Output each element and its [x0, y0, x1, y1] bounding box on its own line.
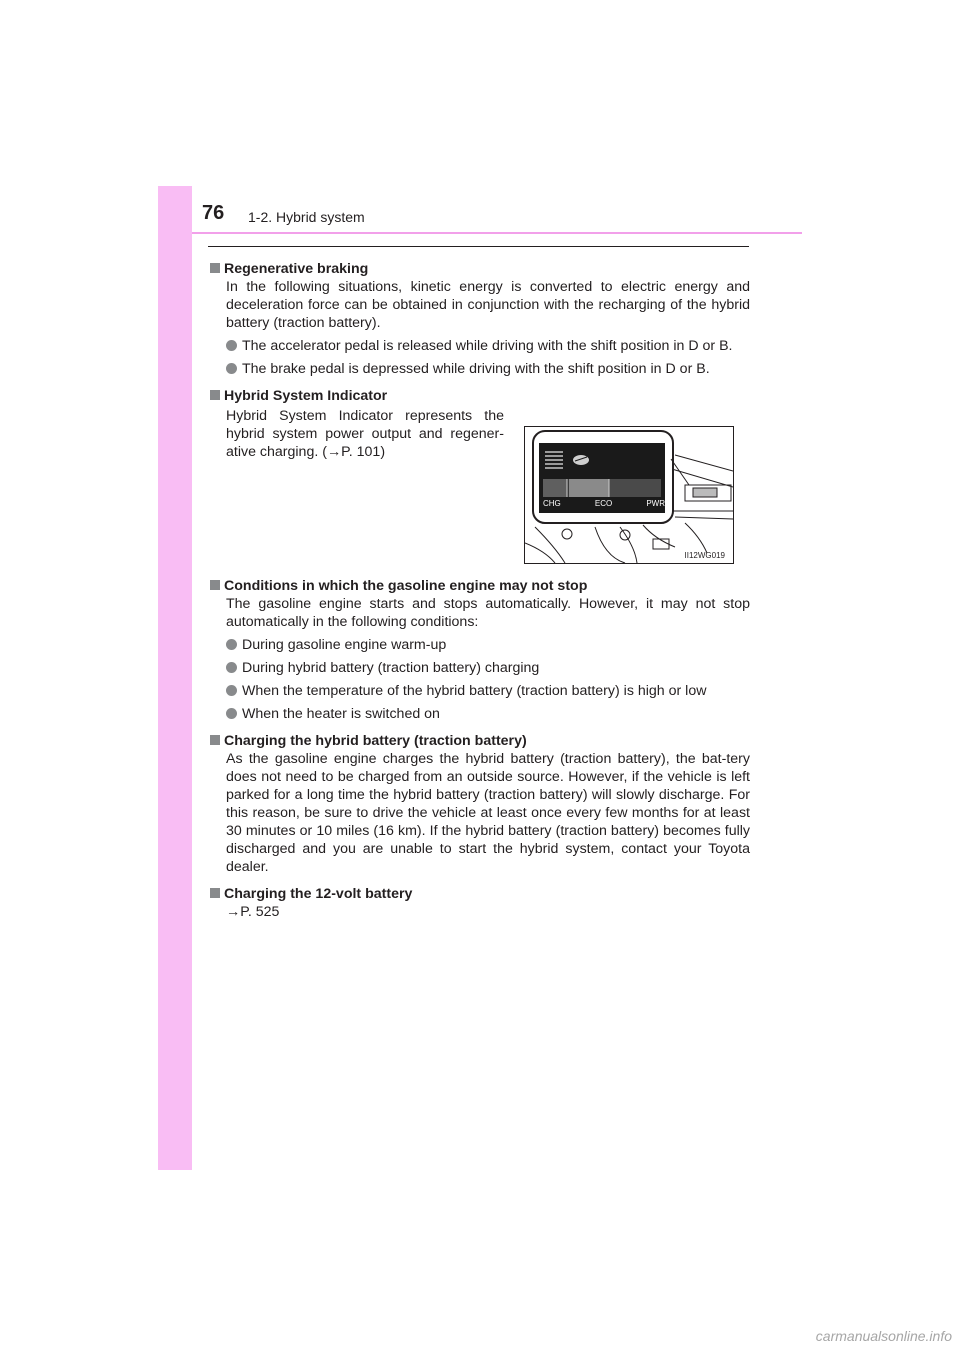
circle-bullet-icon	[226, 708, 237, 719]
list-item: When the heater is switched on	[226, 705, 750, 723]
charging-hybrid-heading: Charging the hybrid battery (traction battery)	[210, 732, 750, 750]
section-side-tab	[158, 186, 192, 1170]
engine-stop-heading: Conditions in which the gasoline engine may not stop	[210, 577, 750, 595]
charging-12v-heading: Charging the 12-volt battery	[210, 885, 750, 903]
circle-bullet-icon	[226, 662, 237, 673]
charging-12v-reference: →P. 525	[226, 904, 280, 920]
square-bullet-icon	[210, 390, 220, 400]
list-item: During hybrid battery (traction battery) charging	[226, 659, 750, 677]
list-item: When the temperature of the hybrid battery (traction battery) is high or low	[226, 682, 750, 700]
section-title: 1-2. Hybrid system	[248, 209, 365, 225]
regen-text: In the following situations, kinetic energy is converted to electric energy and deceleration force can be obtained in conjunction with the recharging of the hybrid battery (traction battery).	[226, 279, 750, 331]
circle-bullet-icon	[226, 340, 237, 351]
page-number: 76	[202, 202, 225, 224]
content-rule	[208, 246, 749, 247]
square-bullet-icon	[210, 263, 220, 273]
indicator-text: Hybrid System Indicator represents the hybrid system power output and regener-ative charging. (→P. 101)	[226, 408, 504, 460]
list-item: During gasoline engine warm-up	[226, 636, 750, 654]
square-bullet-icon	[210, 735, 220, 745]
engine-stop-text: The gasoline engine starts and stops automatically. However, it may not stop automatically in the following conditions:	[226, 596, 750, 630]
square-bullet-icon	[210, 580, 220, 590]
dashboard-illustration	[525, 427, 733, 563]
circle-bullet-icon	[226, 685, 237, 696]
circle-bullet-icon	[226, 639, 237, 650]
page-content	[210, 256, 750, 921]
pwr-label: PWR	[646, 499, 665, 508]
charging-hybrid-text: As the gasoline engine charges the hybrid battery (traction battery), the bat-tery does not need to be charged from an outside source. However, if the vehicle is left parked for a long time the hybrid battery (traction battery) will slowly discharge. For this reason, be sure to drive the vehicle at least once every few months for at least 30 minutes or 10 miles (16 km). If the hybrid battery (traction battery) becomes fully discharged and you are unable to start the hybrid system, contact your Toyota dealer.	[226, 751, 750, 875]
header-rule	[192, 232, 802, 234]
indicator-heading: Hybrid System Indicator	[210, 387, 750, 405]
figure-caption: II12WG019	[684, 551, 725, 560]
chg-label: CHG	[543, 499, 561, 508]
regen-heading: Regenerative braking	[210, 260, 750, 278]
list-item: The accelerator pedal is released while driving with the shift position in D or B.	[226, 337, 750, 355]
list-item: The brake pedal is depressed while driving with the shift position in D or B.	[226, 360, 750, 378]
indicator-scale-labels	[543, 499, 665, 508]
square-bullet-icon	[210, 888, 220, 898]
watermark-logo: carmanualsonline.info	[815, 1328, 952, 1344]
hybrid-indicator-figure	[524, 426, 734, 564]
eco-label: ECO	[594, 499, 613, 508]
circle-bullet-icon	[226, 363, 237, 374]
